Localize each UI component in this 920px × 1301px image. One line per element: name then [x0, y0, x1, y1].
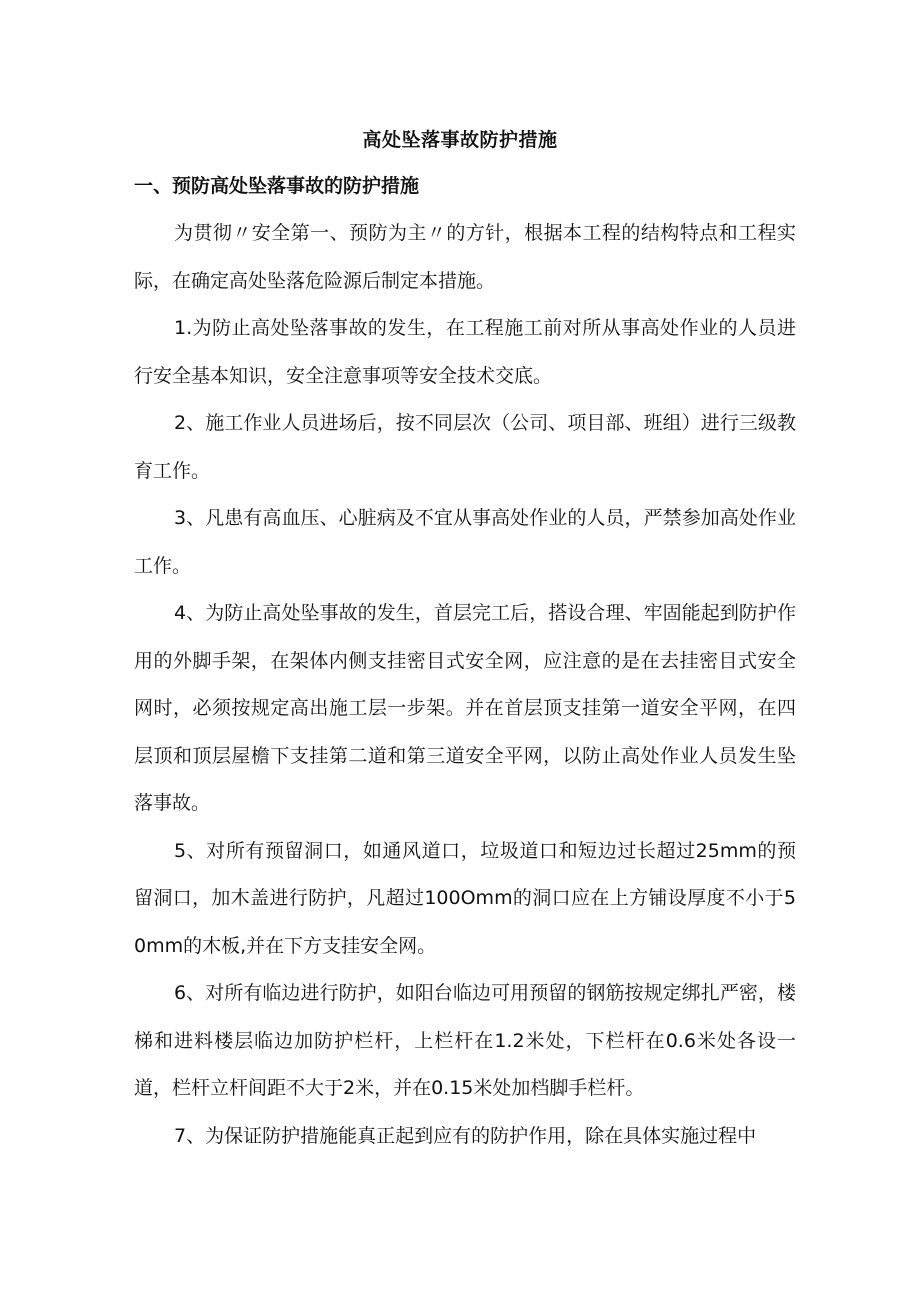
paragraph-item-3: 3、凡患有高血压、心脏病及不宜从事高处作业的人员，严禁参加高处作业工作。 — [134, 507, 796, 577]
document-body — [134, 210, 796, 1160]
paragraph-intro: 为贯彻〃安全第一、预防为主〃的方针，根据本工程的结构特点和工程实际，在确定高处坠落危险源后制定本措施。 — [134, 222, 796, 292]
paragraph-item-4: 4、为防止高处坠事故的发生，首层完工后，搭设合理、牢固能起到防护作用的外脚手架，在架体内侧支挂密目式安全网，应注意的是在去挂密目式安全网时，必须按规定高出施工层一步架。并在首层顶支挂第一道安全平网，在四层顶和顶层屋檐下支挂第二道和第三道安全平网，以防止高处作业人员发生坠落事故。 — [134, 602, 796, 814]
paragraph-item-2: 2、施工作业人员进场后，按不同层次（公司、项目部、班组）进行三级教育工作。 — [134, 412, 796, 482]
document-title: 高处坠落事故防护措施 — [362, 129, 558, 151]
paragraph-item-1: 1.为防止高处坠落事故的发生，在工程施工前对所从事高处作业的人员进行安全基本知识，安全注意事项等安全技术交底。 — [134, 317, 796, 387]
paragraph-item-7: 7、为保证防护措施能真正起到应有的防护作用，除在具体实施过程中 — [174, 1124, 757, 1147]
section-heading: 一、预防高处坠落事故的防护措施 — [134, 175, 420, 197]
paragraph-item-6: 6、对所有临边进行防护，如阳台临边可用预留的钢筋按规定绑扎严密，楼梯和进料楼层临边加防护栏杆，上栏杆在1.2米处，下栏杆在0.6米处各设一道，栏杆立杆间距不大于2米，并在0.15米处加档脚手栏杆。 — [134, 982, 796, 1099]
paragraph-item-5: 5、对所有预留洞口，如通风道口，垃圾道口和短边过长超过25mm的预留洞口，加木盖进行防护，凡超过100Omm的洞口应在上方铺设厚度不小于50mm的木板,并在下方支挂安全网。 — [134, 839, 796, 957]
